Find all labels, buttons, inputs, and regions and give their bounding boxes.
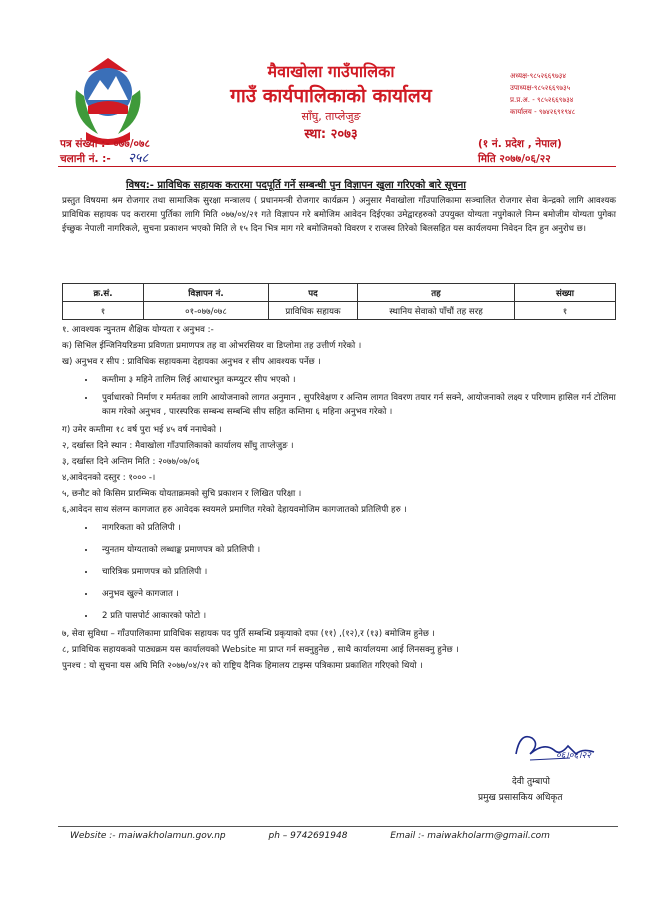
list-item: • पुर्वाधारको निर्माण र मर्मतका लागि आयोजनाको लागत अनुमान , सुपरिवेक्षण र अन्तिम लागत विवरण तयार गर्न सक्ने, आयोजनाको लक्ष्य र परिणाम हासिल गर्न टोलिमा काम गरेको अनुभव , पारस्परिक सम्बन्ध सम्बन्धि सीप सहित कम्तिमा ६ महिना अनुभव गरेको । (96, 391, 622, 419)
list-item: • न्युनतम योग्यताको लब्धाङ्क प्रमाणपत्र को प्रतिलिपी । (96, 543, 622, 557)
contact-numbers (510, 70, 575, 118)
col-header-count: संख्या (515, 284, 616, 302)
section-postscript: पुनश्च : यो सुचना यस अघि मिति २०७७/०४/२१ को राष्ट्रिय दैनिक हिमालय टाइम्स पत्रिकामा प्रकाशित गरिएको थियो । (62, 661, 423, 671)
col-header-level: तह (358, 284, 515, 302)
skill-list (62, 373, 622, 419)
footer-website: Website :- maiwakholamun.gov.np (70, 831, 226, 841)
established-year: स्था: २०७३ (304, 127, 358, 142)
notice-body (62, 323, 622, 673)
cell-level: स्थानिय सेवाको पाँचौं तह सरह (358, 302, 515, 320)
cell-count: १ (515, 302, 616, 320)
cell-sn: १ (63, 302, 144, 320)
dispatch-number: २५८ (128, 151, 149, 166)
letter-footer (70, 831, 630, 841)
table-row (63, 302, 616, 320)
contact-vice-chairman: उपाध्यक्ष-९८५२६६९७३५ (510, 84, 571, 92)
section-qualification-ga: ग) उमेर कम्तीमा १८ वर्ष पुरा भई ४५ वर्ष ननाघेको । (62, 425, 222, 435)
section-syllabus: ८, प्राविधिक सहायकको पाठ्यक्रम यस कार्यालयको Website मा प्राप्त गर्न सक्नुहुनेछ , साथै कार्यालयमा आई लिनसक्नु हुनेछ । (62, 645, 459, 655)
section-application-deadline: ३, दर्खास्त दिने अन्तिम मिति : २०७७/०७/०६ (62, 457, 200, 467)
documents-list (62, 521, 622, 623)
handwritten-signature (510, 724, 600, 770)
contact-chairman: अध्यक्ष-९८५२६६९७३४ (510, 72, 566, 80)
section-service-facility: ७, सेवा सुविधा – गाँउपालिकामा प्राविधिक सहायक पद पुर्ति सम्बन्धि प्रकृयाको दफा (११) ,(१२),र (१३) बमोजिम हुनेछ । (62, 629, 435, 639)
contact-office: कार्यालय - ९७४२६९१९४८ (510, 108, 576, 116)
municipality-name: मैवाखोला गाउँपालिका (267, 62, 395, 81)
contact-cao: प्र.प्र.अ. - ९८५२६६९७३४ (510, 96, 574, 104)
section-qualification-heading: १. आवश्यक न्युनतम शैक्षिक योग्यता र अनुभव :- (62, 325, 214, 335)
footer-phone: ph – 9742691948 (268, 831, 348, 841)
notice-intro: प्रस्तुत विषयमा श्रम रोजगार तथा सामाजिक सुरक्षा मन्त्रालय ( प्रधानमन्त्री रोजगार कार्यक्रम ) अनुसार मैवाखोला गाँउपालिकामा सञ्चालित रोजगार सेवा केन्द्रको लागि आवश्यक प्राविधिक सहायक पद करारमा पुर्तिका लागि मिति ०७७/०४/२१ गते विज्ञापन गरे बमोजिम आवेदन दिईएका उमेद्वारहरुको उपयुक्त योग्यता नपुगेकाले निम्न बमोजीम योग्यता पुगेका ईच्छुक नेपाली नागरिकले, सुचना प्रकाशन भएको मिति ले १५ दिन भित्र माग गरे बमोजिमको विवरण र राजस्व तिरेको बिलसहित यस कार्यलयमा निवेदन दिन हुन अनुरोध छ। (62, 196, 616, 234)
section-qualification-kha: ख) अनुभव र सीप : प्राविधिक सहायकमा देहायका अनुभव र सीप आवश्यक पर्नेछ । (62, 357, 321, 367)
vacancy-table (62, 283, 616, 320)
list-item: • अनुभव खुल्ने कागजात । (96, 587, 622, 601)
col-header-post: पद (269, 284, 358, 302)
col-header-sn: क्र.सं. (63, 284, 144, 302)
section-application-place: २, दर्खास्त दिने स्थान : मैवाखोला गाँउपालिकाको कार्यालय साँघु ताप्लेजुङ । (62, 441, 294, 451)
signature-date: ०६।०६।२२ (556, 751, 591, 761)
header-divider (58, 166, 616, 167)
footer-email: Email :- maiwakholarm@gmail.com (390, 831, 550, 841)
office-name: गाउँ कार्यपालिकाको कार्यालय (230, 85, 432, 107)
office-address: साँघु, ताप्लेजुङ (301, 110, 361, 123)
col-header-ad-no: विज्ञापन नं. (144, 284, 269, 302)
cell-post: प्राविधिक सहायक (269, 302, 358, 320)
dispatch-label: चलानी नं. :- (60, 153, 111, 165)
letter-reference-number: पत्र संख्या :- ०७७/०७८ (60, 138, 150, 150)
list-item: • नागरिकता को प्रतिलिपी । (96, 521, 622, 535)
signatory-name: देवी तुम्बापो (512, 777, 550, 787)
section-documents: ६,आवेदन साथ संलग्न कागजात हरु आवेदक स्वयमले प्रमाणित गरेको देहायवमोजिम कागजातको प्रतिलिपी हरु । (62, 505, 407, 515)
signatory-title: प्रमुख प्रसासकिय अधिकृत (478, 793, 563, 803)
section-selection-method: ५, छनौट को किसिम प्रारम्भिक योयताक्रमको सुचि प्रकाशन र लिखित परिक्षा । (62, 489, 302, 499)
list-item: • चारित्रिक प्रमाणपत्र को प्रतिलिपी । (96, 565, 622, 579)
list-item: • 2 प्रति पासपोर्ट आकारको फोटो । (96, 609, 622, 623)
section-application-fee: ४,आवेदनको दस्तुर : १००० -। (62, 473, 156, 483)
footer-divider (58, 826, 618, 827)
province-label: (१ नं. प्रदेश , नेपाल) (478, 138, 562, 150)
cell-ad-no: ०१-०७७/०७८ (144, 302, 269, 320)
list-item: • कम्तीमा ३ महिने तालिम लिई आधारभुत कम्प्युटर सीप भएको । (96, 373, 622, 387)
table-header-row (63, 284, 616, 302)
letter-date: मिति २०७७/०६/२२ (478, 153, 551, 165)
notice-subject: विषय:- प्राविधिक सहायक करारमा पदपूर्ति गर्ने सम्बन्धी पुन विज्ञापन खुला गरिएको बारे सूचना (126, 180, 466, 191)
section-qualification-ka: क) सिभिल ईन्जिनियरिङमा प्रविणता प्रमाणपत्र तह वा ओभरसियर वा डिप्लोमा तह उत्तीर्ण गरेको । (62, 341, 362, 351)
